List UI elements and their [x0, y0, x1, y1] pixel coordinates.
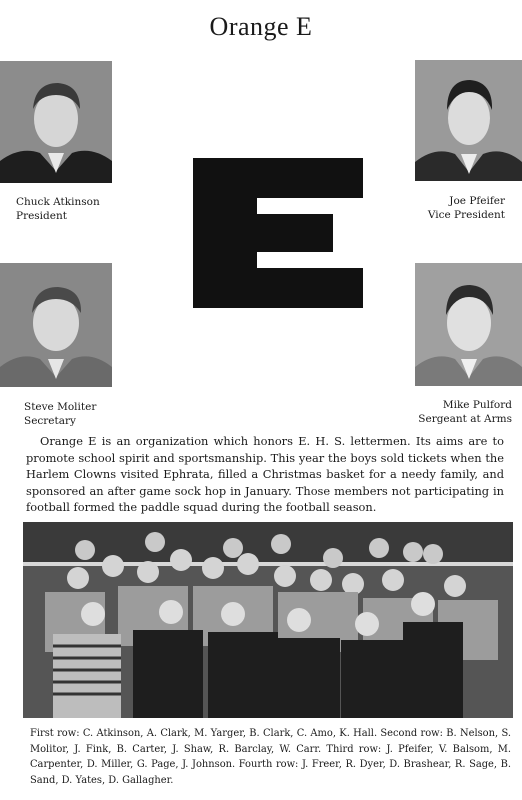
group-photo: [23, 522, 513, 718]
officer-role: Sergeant at Arms: [418, 413, 512, 425]
officer-role: Secretary: [24, 415, 76, 427]
portrait-photo-sergeant-at-arms: [415, 263, 522, 386]
group-photo-caption: First row: C. Atkinson, A. Clark, M. Yarger, B. Clark, C. Amo, K. Hall. Second row: B. Nelson, S. Molitor, J. Fink, B. Carter, J. Shaw, R. Barclay, W. Carr. Third row: J. Pfeifer, V. Balsom, M. Carpenter, D. Miller, G. Page, J. Johnson. Fourth row: J. Freer, R. Dyer, D. Brashear, R. Sage, B. Sand, D. Yates, D. Gallagher.: [30, 728, 511, 786]
officer-caption-secretary: [24, 400, 96, 428]
organization-description: Orange E is an organization which honors E. H. S. lettermen. Its aims are to promote school spirit and sportsmanship. This year the boys sold tickets when the Harlem Clowns visited Ephrata, filled a Christmas basket for a needy family, and sponsored an after game sock hop in January. Those members not participating in football formed the paddle squad during the football season.: [26, 434, 504, 514]
officer-name: Chuck Atkinson: [16, 196, 100, 208]
portrait-photo-vice-president: [415, 60, 522, 181]
officer-name: Mike Pulford: [442, 399, 512, 411]
letter-e-emblem: [193, 158, 363, 312]
portrait-photo-president: [0, 61, 112, 183]
officer-name: Joe Pfeifer: [449, 195, 505, 207]
officer-role: President: [16, 210, 67, 222]
officer-name: Steve Moliter: [24, 401, 97, 413]
officer-caption-vice-president: [380, 194, 505, 222]
officer-role: Vice President: [427, 209, 505, 221]
officer-caption-president: [16, 195, 100, 223]
portrait-photo-secretary: [0, 263, 112, 387]
officer-caption-sergeant-at-arms: [380, 398, 512, 426]
page-title: Orange E: [209, 12, 313, 41]
